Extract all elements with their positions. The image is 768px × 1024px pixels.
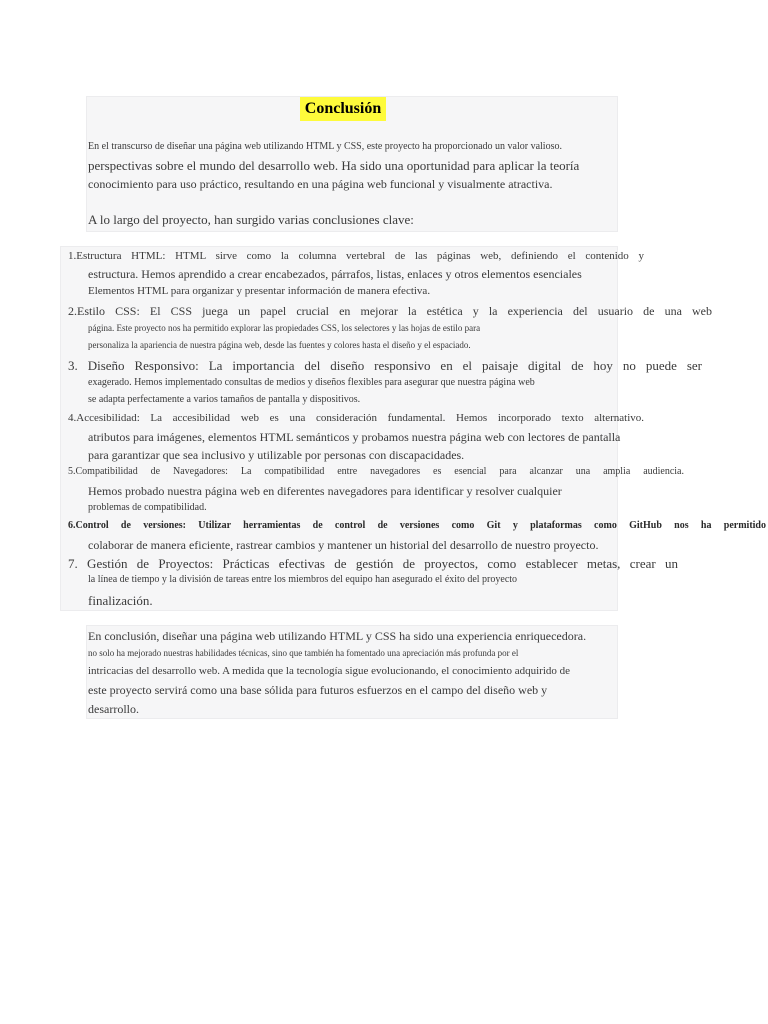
page-title: Conclusión [300,97,386,121]
list-item-7-line-2: la línea de tiempo y la división de tareas entre los miembros del equipo han asegurado el éxito del proyecto [88,574,518,585]
list-item-2-line-1: 2.Estilo CSS: El CSS juega un papel crucial en mejorar la estética y la experiencia del usuario de una web [68,304,712,318]
list-item-7-line-3: finalización. [88,593,153,608]
list-item-1-line-1: 1.Estructura HTML: HTML sirve como la columna vertebral de las páginas web, definiendo el contenido y [68,250,644,262]
list-item-4-line-2: atributos para imágenes, elementos HTML semánticos y probamos nuestra página web con lectores de pantalla [88,430,621,444]
conclusion-line-1: En conclusión, diseñar una página web utilizando HTML y CSS ha sido una experiencia enriquecedora. [88,629,587,643]
list-item-2-line-3: personaliza la apariencia de nuestra página web, desde las fuentes y colores hasta el diseño y el espaciado. [88,340,471,350]
list-item-5-line-1: 5.Compatibilidad de Navegadores: La compatibilidad entre navegadores es esencial para alcanzar una amplia audiencia. [68,466,684,477]
conclusion-line-5: desarrollo. [88,702,139,716]
conclusion-line-3: intricacias del desarrollo web. A medida que la tecnología sigue evolucionando, el conocimiento adquirido de [88,665,571,677]
list-item-3-line-1: 3. Diseño Responsivo: La importancia del diseño responsivo en el paisaje digital de hoy no puede ser [68,358,702,373]
list-item-5-line-3: problemas de compatibilidad. [88,502,207,513]
list-item-6-line-1: 6.Control de versiones: Utilizar herramientas de control de versiones como Git y plataformas como GitHub nos ha permitido [68,520,766,531]
intro-line-3: conocimiento para uso práctico, resultando en una página web funcional y visualmente atractiva. [88,177,553,191]
intro-line-4: A lo largo del proyecto, han surgido varias conclusiones clave: [88,212,414,227]
list-item-4-line-1: 4.Accesibilidad: La accesibilidad web es una consideración fundamental. Hemos incorporado texto alternativo. [68,412,644,424]
list-item-3-line-2: exagerado. Hemos implementado consultas de medios y diseños flexibles para asegurar que nuestra página web [88,377,535,388]
intro-line-1: En el transcurso de diseñar una página web utilizando HTML y CSS, este proyecto ha proporcionado un valor valioso. [88,141,562,152]
list-item-5-line-2: Hemos probado nuestra página web en diferentes navegadores para identificar y resolver cualquier [88,484,562,498]
list-item-2-line-2: página. Este proyecto nos ha permitido explorar las propiedades CSS, los selectores y las hojas de estilo para [88,323,481,333]
list-item-4-line-3: para garantizar que sea inclusivo y utilizable por personas con discapacidades. [88,448,465,462]
list-item-6-line-2: colaborar de manera eficiente, rastrear cambios y mantener un historial del desarrollo de nuestro proyecto. [88,538,599,552]
list-item-1-line-2: estructura. Hemos aprendido a crear encabezados, párrafos, listas, enlaces y otros elementos esenciales [88,267,582,281]
list-item-1-line-3: Elementos HTML para organizar y presentar información de manera efectiva. [88,285,431,297]
conclusion-line-4: este proyecto servirá como una base sólida para futuros esfuerzos en el campo del diseño web y [88,683,548,697]
conclusion-line-2: no solo ha mejorado nuestras habilidades técnicas, sino que también ha fomentado una apreciación más profunda por el [88,648,519,658]
list-item-3-line-3: se adapta perfectamente a varios tamaños de pantalla y dispositivos. [88,394,361,405]
intro-line-2: perspectivas sobre el mundo del desarrollo web. Ha sido una oportunidad para aplicar la teoría [88,158,580,173]
list-item-7-line-1: 7. Gestión de Proyectos: Prácticas efectivas de gestión de proyectos, como establecer metas, crear un [68,556,678,571]
